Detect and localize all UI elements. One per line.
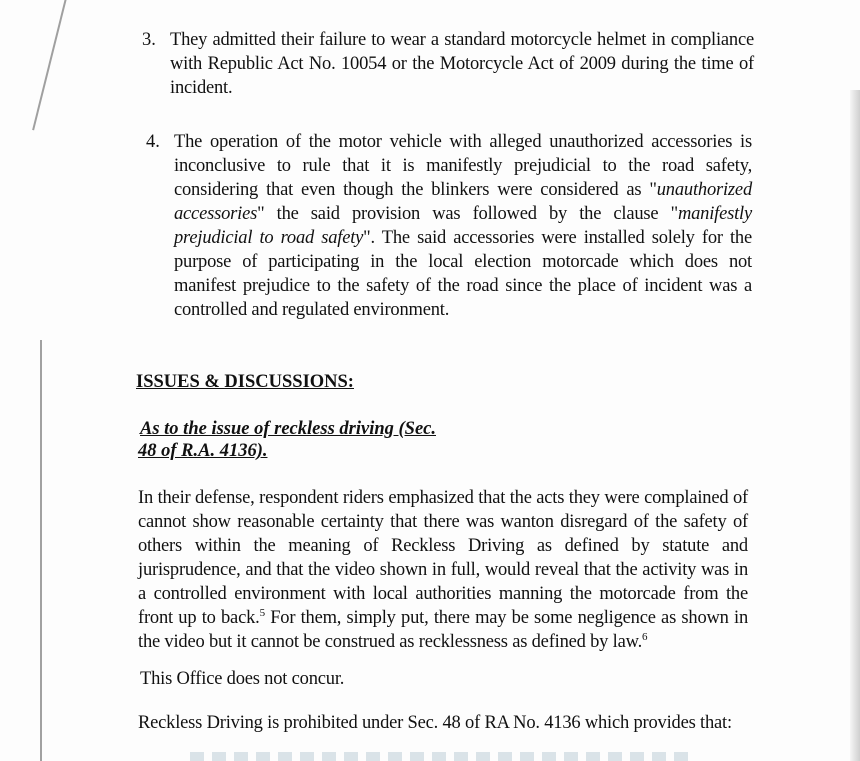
item-4-italic: unauthorized accessories (174, 180, 752, 224)
list-item-4 (174, 130, 752, 322)
paragraph-defense (138, 486, 748, 654)
faded-next-line (190, 752, 690, 761)
item-4-italic: manifestly prejudicial to road safety (174, 204, 752, 248)
item-4-text: ". The said accessories were installed solely for the purpose of participating in the local election motorcade which does not manifest prejudice to the safety of the road since the place of incident was a controlled and regulated environment. (174, 228, 752, 320)
paragraph-text: In their defense, respondent riders emphasized that the acts they were complained of cannot show reasonable certainty that there was wanton disregard of the safety of others within the meaning of Reckless Driving as defined by statute and jurisprudence, and that the video shown in full, would reveal that the activity was in a controlled environment with local authorities manning the motorcade from the front up to back. (138, 488, 748, 628)
paragraph-text: For them, simply put, there may be some negligence as shown in the video but it cannot be construed as recklessness as defined by law. (138, 608, 749, 652)
subheading-line-1: As to the issue of reckless driving (Sec. (140, 419, 436, 439)
page-edge-shadow (850, 90, 860, 761)
list-number: 4. (146, 132, 160, 152)
footnote-marker: 6 (642, 630, 648, 643)
paragraph-concur: This Office does not concur. (140, 669, 345, 689)
footnote-marker: 5 (259, 606, 265, 619)
page-edge-shadow (32, 0, 68, 130)
list-number: 3. (142, 30, 156, 50)
item-4-text: The operation of the motor vehicle with alleged unauthorized accessories is inconclusive to rule that it is manifestly prejudicial to the road safety, considering that even though the blinkers were considered as " (174, 132, 752, 200)
item-4-text: " the said provision was followed by the clause " (257, 204, 678, 224)
list-item-3: They admitted their failure to wear a standard motorcycle helmet in compliance with Republic Act No. 10054 or the Motorcycle Act of 2009 during the time of incident. (170, 30, 754, 98)
section-heading: ISSUES & DISCUSSIONS: (136, 372, 354, 392)
paragraph-prohibited: Reckless Driving is prohibited under Sec. 48 of RA No. 4136 which provides that: (138, 713, 732, 733)
subheading-line-2: 48 of R.A. 4136). (138, 441, 268, 461)
page-edge-shadow (40, 340, 42, 761)
